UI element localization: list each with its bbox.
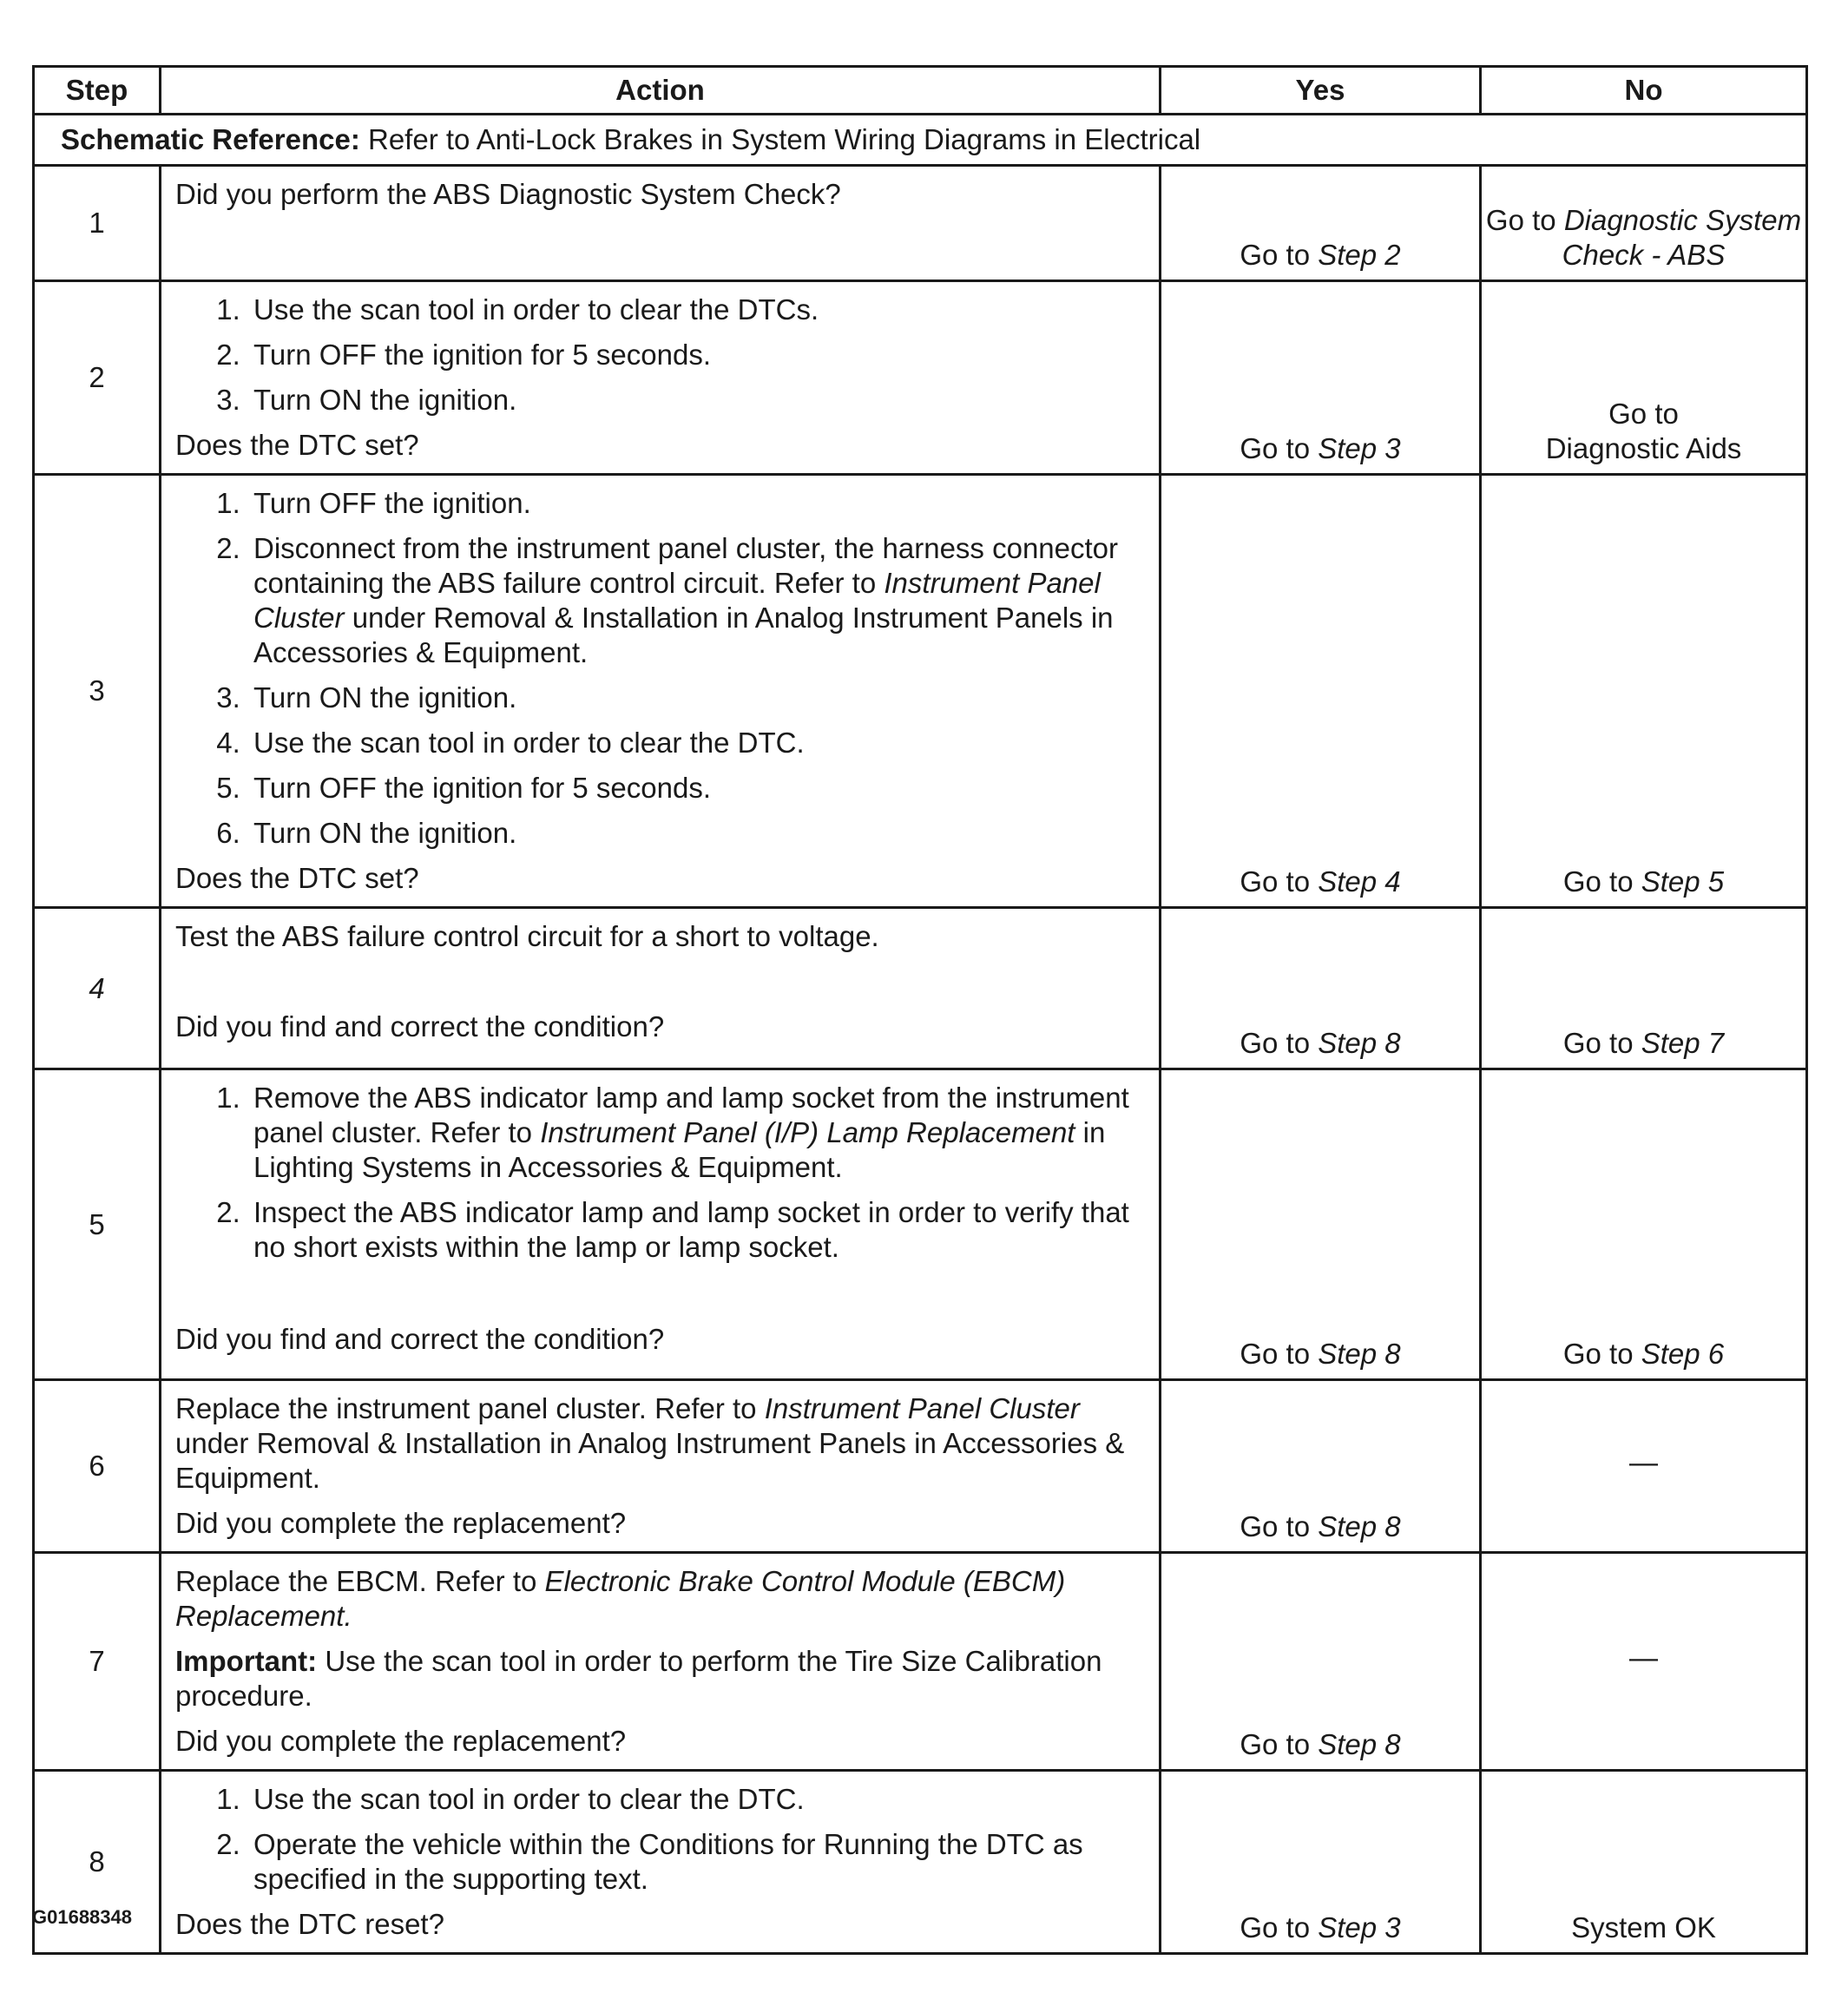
no-prefix: Go to [1562, 1027, 1641, 1059]
step-number-text: 4 [89, 971, 105, 1004]
yes-cell [1161, 281, 1481, 475]
list-item: 3. Turn ON the ignition. [248, 383, 1147, 418]
list-item: 2. Operate the vehicle within the Conditions for Running the DTC as specified in the supporting text. [248, 1827, 1147, 1897]
step-number: 2 [34, 281, 161, 475]
list-item: 2. Inspect the ABS indicator lamp and lamp socket in order to verify that no short exists within the lamp or lamp socket. [248, 1195, 1147, 1265]
action-question: Does the DTC reset? [175, 1908, 444, 1940]
yes-prefix: Go to [1240, 865, 1319, 898]
figure-id: G01688348 [32, 1906, 132, 1928]
list-item [248, 1081, 1147, 1185]
important-text: Use the scan tool in order to perform the Tire Size Calibration procedure. [175, 1645, 1102, 1712]
no-cell [1481, 281, 1807, 475]
yes-step-link[interactable]: Step 8 [1318, 1510, 1401, 1542]
yes-step-link[interactable]: Step 8 [1318, 1338, 1401, 1370]
table-row [34, 908, 1807, 1069]
action-cell [161, 475, 1161, 908]
action-text: under Removal & Installation in Analog Instrument Panels in Accessories & Equipment. [175, 1427, 1125, 1494]
step-number: 1 [34, 166, 161, 281]
action-text-block [175, 1391, 1147, 1496]
action-question: Did you complete the replacement? [175, 1507, 627, 1539]
cross-reference-link[interactable]: Electronic Brake Control Module (EBCM) Replacement. [175, 1565, 1066, 1632]
action-question: Did you complete the replacement? [175, 1725, 627, 1757]
action-cell [161, 166, 1161, 281]
list-item: 1. Use the scan tool in order to clear the DTC. [248, 1782, 1147, 1817]
list-item: 1. Use the scan tool in order to clear the DTCs. [248, 293, 1147, 327]
table-row [34, 1553, 1807, 1771]
no-prefix: Go to [1485, 204, 1564, 236]
schematic-reference-row [34, 115, 1807, 166]
list-item: 5. Turn OFF the ignition for 5 seconds. [248, 771, 1147, 806]
yes-cell [1161, 1380, 1481, 1553]
yes-cell [1161, 1553, 1481, 1771]
no-prefix: Go to [1562, 865, 1641, 898]
cross-reference-link[interactable]: Instrument Panel Cluster [764, 1392, 1080, 1424]
yes-prefix: Go to [1240, 1911, 1319, 1944]
list-item-text: in Lighting Systems in Accessories & Equipment. [253, 1116, 1106, 1183]
table-row [34, 1380, 1807, 1553]
table-row [34, 475, 1807, 908]
step-number: 5 [34, 1069, 161, 1380]
list-item: 6. Turn ON the ignition. [248, 816, 1147, 851]
no-cell: — [1481, 1553, 1807, 1771]
yes-step-link[interactable]: Step 8 [1318, 1728, 1401, 1760]
table-row [34, 1069, 1807, 1380]
step-number: 6 [34, 1380, 161, 1553]
action-list [175, 1782, 1147, 1897]
cross-reference-link[interactable]: Instrument Panel Cluster [253, 567, 1101, 634]
header-action: Action [161, 67, 1161, 115]
list-item: 2. Turn OFF the ignition for 5 seconds. [248, 338, 1147, 372]
list-item-text: under Removal & Installation in Analog Instrument Panels in Accessories & Equipment. [253, 602, 1114, 668]
action-cell [161, 1069, 1161, 1380]
action-text: Test the ABS failure control circuit for a short to voltage. [175, 920, 879, 952]
list-item: 1. Turn OFF the ignition. [248, 486, 1147, 521]
no-cell [1481, 166, 1807, 281]
no-step-link[interactable]: Diagnostic System Check - ABS [1562, 204, 1802, 271]
yes-prefix: Go to [1240, 1027, 1319, 1059]
yes-cell [1161, 166, 1481, 281]
no-cell: — [1481, 1380, 1807, 1553]
no-cell [1481, 475, 1807, 908]
action-cell [161, 1771, 1161, 1954]
no-line-1: Go to [1608, 398, 1679, 430]
yes-prefix: Go to [1240, 1728, 1319, 1760]
no-cell [1481, 1069, 1807, 1380]
action-cell [161, 1380, 1161, 1553]
list-item-text: Disconnect from the instrument panel cluster, the harness connector containing the ABS failure control circuit. Refer to [253, 532, 1119, 599]
action-cell [161, 908, 1161, 1069]
yes-step-link[interactable]: Step 8 [1318, 1027, 1401, 1059]
yes-step-link[interactable]: Step 3 [1318, 1911, 1401, 1944]
list-item-text: Remove the ABS indicator lamp and lamp socket from the instrument panel cluster. Refer to [253, 1082, 1129, 1148]
schematic-reference [34, 115, 1807, 166]
table-row [34, 1771, 1807, 1954]
action-question: Did you find and correct the condition? [175, 1010, 665, 1042]
no-cell [1481, 908, 1807, 1069]
yes-cell [1161, 475, 1481, 908]
header-no: No [1481, 67, 1807, 115]
action-text: Replace the instrument panel cluster. Refer to [175, 1392, 765, 1424]
table-header-row [34, 67, 1807, 115]
schematic-label: Schematic Reference: [61, 123, 360, 155]
list-item: 3. Turn ON the ignition. [248, 681, 1147, 715]
no-prefix: Go to [1562, 1338, 1641, 1370]
header-yes: Yes [1161, 67, 1481, 115]
action-text: Did you perform the ABS Diagnostic System Check? [175, 178, 841, 210]
yes-step-link[interactable]: Step 2 [1318, 239, 1401, 271]
yes-prefix: Go to [1240, 1338, 1319, 1370]
yes-cell [1161, 1069, 1481, 1380]
action-list [175, 486, 1147, 851]
step-number: 3 [34, 475, 161, 908]
action-question: Does the DTC set? [175, 429, 419, 461]
yes-step-link[interactable]: Step 4 [1318, 865, 1401, 898]
yes-prefix: Go to [1240, 432, 1319, 464]
cross-reference-link[interactable]: Instrument Panel (I/P) Lamp Replacement [540, 1116, 1075, 1148]
important-label: Important: [175, 1645, 318, 1677]
schematic-text: Refer to Anti-Lock Brakes in System Wiring Diagrams in Electrical [368, 123, 1201, 155]
yes-prefix: Go to [1240, 239, 1319, 271]
step-number: 7 [34, 1553, 161, 1771]
yes-cell [1161, 908, 1481, 1069]
diagnostic-table [32, 65, 1808, 1955]
action-text: Replace the EBCM. Refer to [175, 1565, 545, 1597]
action-cell [161, 281, 1161, 475]
yes-prefix: Go to [1240, 1510, 1319, 1542]
header-step: Step [34, 67, 161, 115]
no-step-link[interactable]: Step 6 [1641, 1338, 1725, 1370]
no-step-link[interactable]: Step 5 [1641, 865, 1725, 898]
action-list [175, 293, 1147, 418]
important-note [175, 1644, 1147, 1713]
action-question: Did you find and correct the condition? [175, 1323, 665, 1355]
step-number: 8 [34, 1771, 161, 1954]
action-question: Does the DTC set? [175, 862, 419, 894]
no-diagnostic-aids-link[interactable]: Diagnostic Aids [1545, 432, 1742, 464]
action-text-block [175, 1564, 1147, 1634]
list-item [248, 531, 1147, 670]
spacer [175, 954, 1147, 1010]
step-number [34, 908, 161, 1069]
action-cell [161, 1553, 1161, 1771]
yes-cell [1161, 1771, 1481, 1954]
table-row [34, 166, 1807, 281]
no-step-link[interactable]: Step 7 [1641, 1027, 1725, 1059]
action-list [175, 1081, 1147, 1265]
spacer [175, 1275, 1147, 1322]
table-row [34, 281, 1807, 475]
yes-step-link[interactable]: Step 3 [1318, 432, 1401, 464]
list-item: 4. Use the scan tool in order to clear the DTC. [248, 726, 1147, 760]
no-cell: System OK [1481, 1771, 1807, 1954]
